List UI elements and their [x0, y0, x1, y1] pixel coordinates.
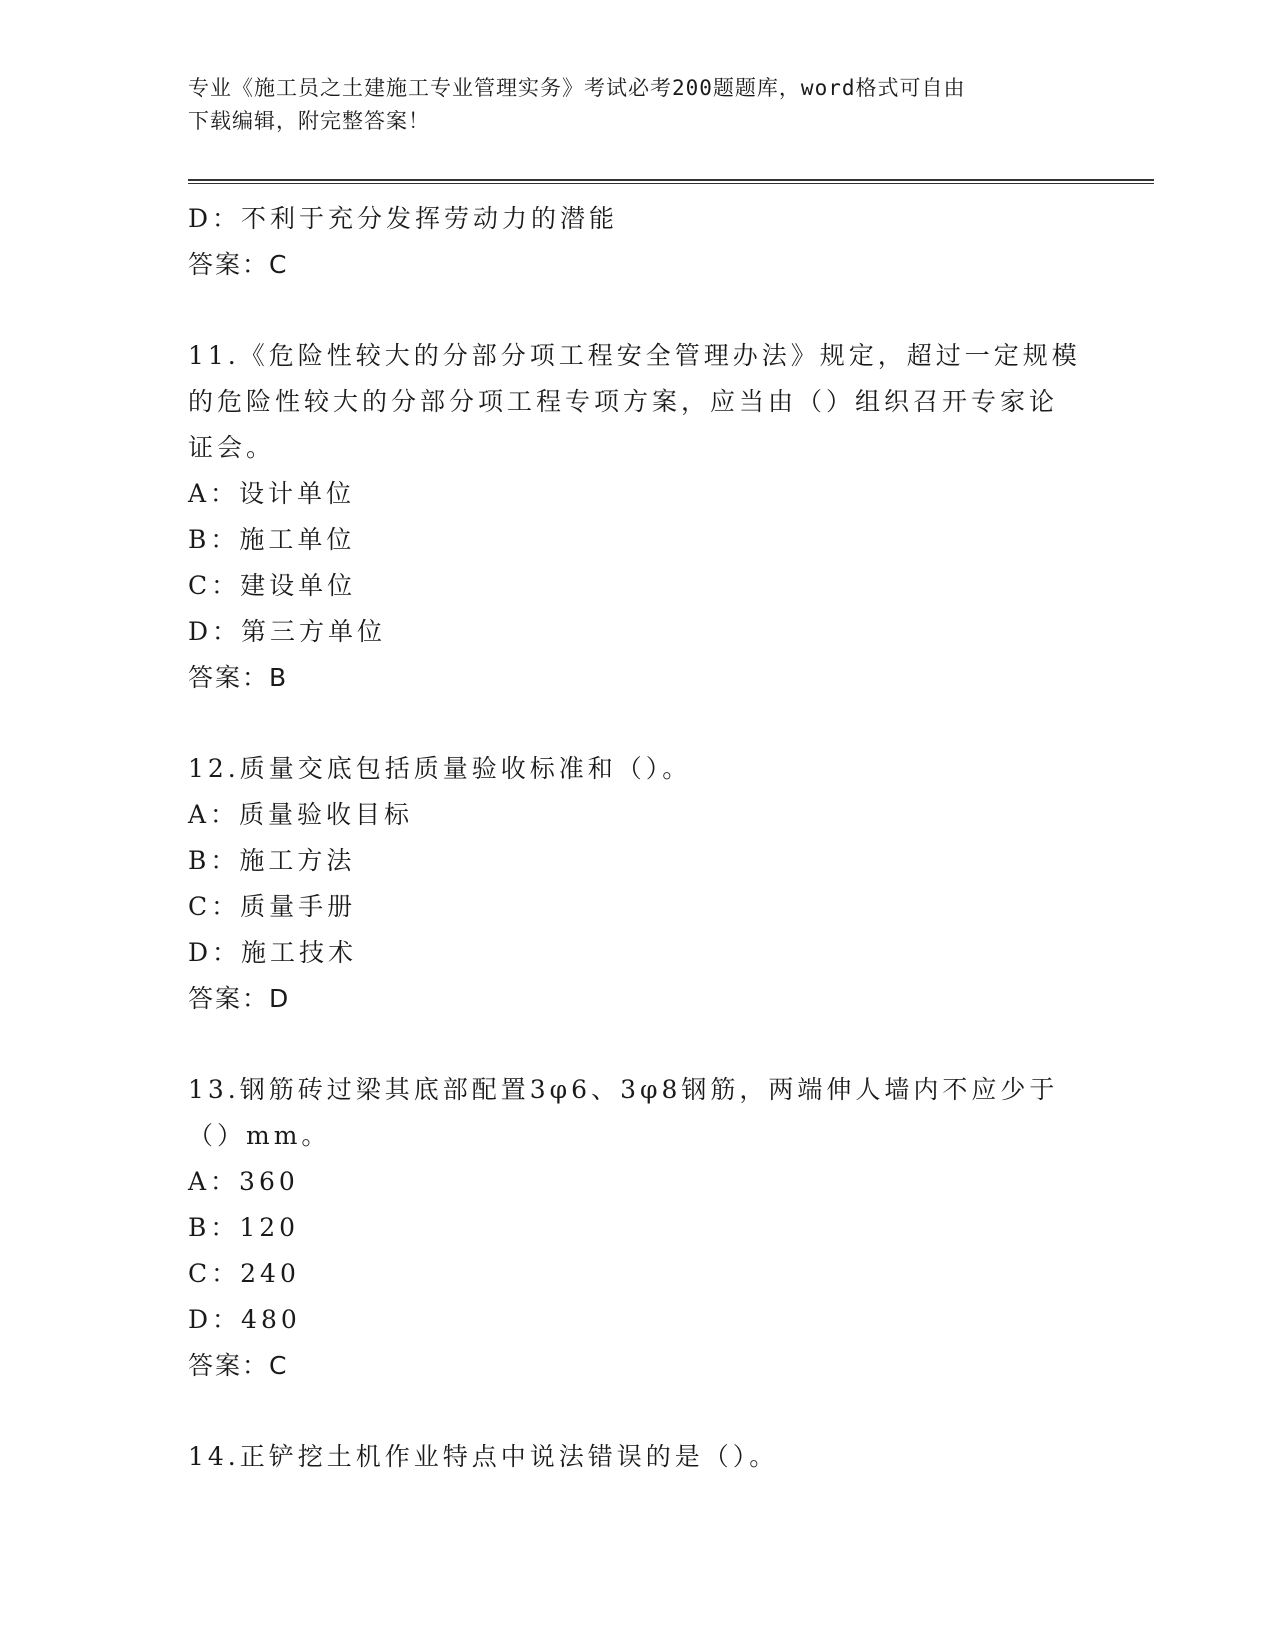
answer-line: 答案：C — [188, 250, 289, 279]
question-line: D：施工技术 — [188, 938, 358, 967]
previous-question-tail — [188, 196, 1154, 288]
question-line: C：240 — [188, 1259, 300, 1288]
header-line-2: 下载编辑，附完整答案！ — [188, 109, 430, 133]
question-line: D：不利于充分发挥劳动力的潜能 — [188, 204, 619, 233]
question-block — [188, 1434, 1154, 1480]
question-block — [188, 333, 1154, 701]
question-line: 13.钢筋砖过梁其底部配置3φ6、3φ8钢筋，两端伸人墙内不应少于 — [188, 1075, 1059, 1104]
question-line: D：第三方单位 — [188, 617, 387, 646]
question-line: B：120 — [188, 1213, 300, 1242]
question-block — [188, 1067, 1154, 1389]
block-spacer — [188, 1389, 1154, 1434]
block-spacer — [188, 701, 1154, 746]
question-line: 14.正铲挖土机作业特点中说法错误的是（）。 — [188, 1442, 779, 1471]
header-line-1: 专业《施工员之土建施工专业管理实务》考试必考200题题库，word格式可自由 — [188, 76, 966, 100]
question-line: B：施工单位 — [188, 525, 356, 554]
question-line: （）mm。 — [188, 1121, 331, 1150]
answer-line: 答案：C — [188, 1351, 289, 1380]
question-line: A：360 — [188, 1167, 299, 1196]
question-line: C：质量手册 — [188, 892, 357, 921]
question-list — [188, 196, 1154, 1480]
question-line: A：质量验收目标 — [188, 800, 414, 829]
answer-line: 答案：D — [188, 984, 291, 1013]
answer-line: 答案：B — [188, 663, 289, 692]
header-divider — [188, 179, 1154, 184]
block-spacer — [188, 288, 1154, 333]
question-line: A：设计单位 — [188, 479, 356, 508]
question-line: 的危险性较大的分部分项工程专项方案，应当由（）组织召开专家论 — [188, 387, 1059, 416]
question-line: 12.质量交底包括质量验收标准和（）。 — [188, 754, 692, 783]
block-spacer — [188, 1022, 1154, 1067]
document-page — [188, 72, 1154, 1480]
question-line: 11.《危险性较大的分部分项工程安全管理办法》规定，超过一定规模 — [188, 341, 1081, 370]
question-line: B：施工方法 — [188, 846, 356, 875]
question-line: C：建设单位 — [188, 571, 357, 600]
question-block — [188, 746, 1154, 1022]
question-line: 证会。 — [188, 433, 276, 462]
document-header — [188, 72, 1088, 138]
question-line: D：480 — [188, 1305, 301, 1334]
